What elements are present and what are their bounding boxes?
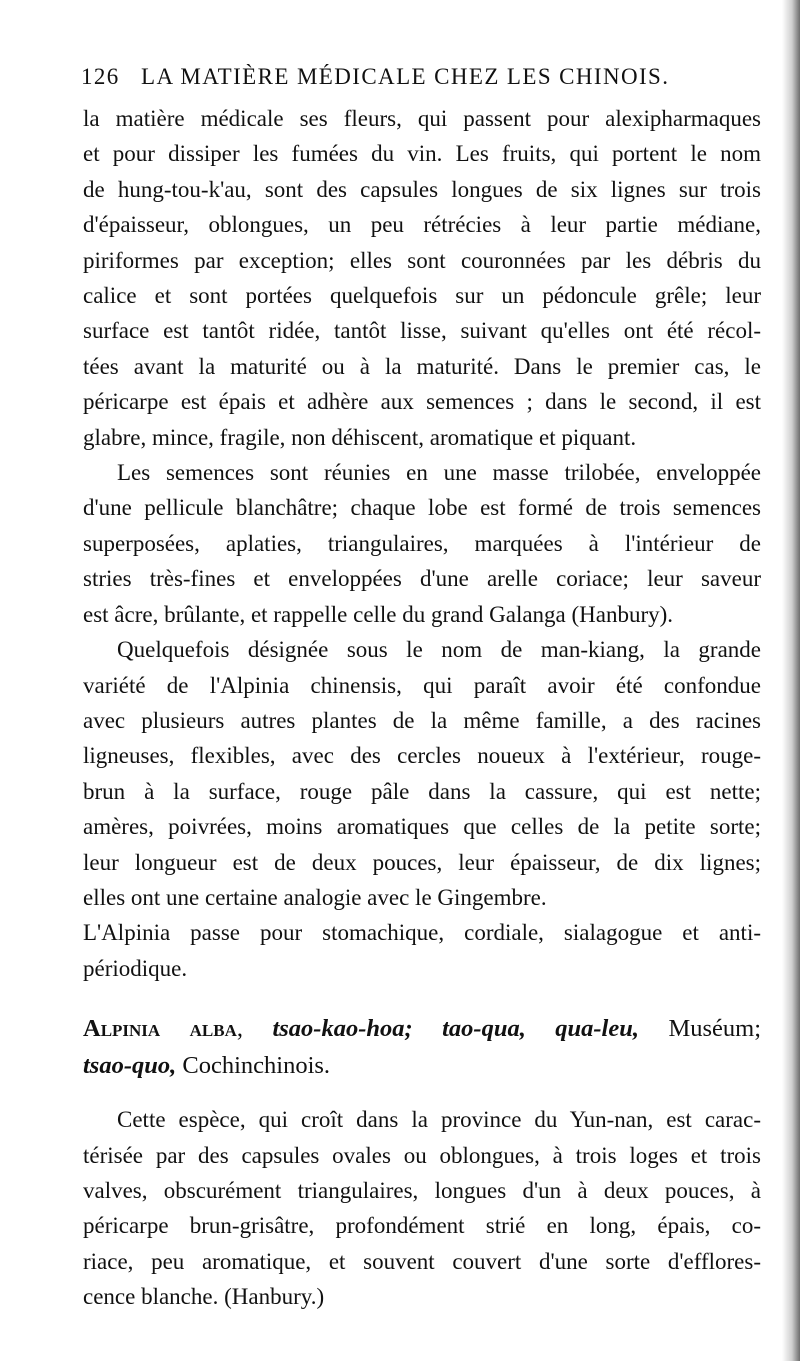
running-header — [83, 64, 761, 92]
text-line: d'une pellicule blanchâtre; chaque lobe est formé de trois semences — [83, 495, 761, 521]
paragraph-2 — [83, 455, 761, 632]
text-line: cence blanche. (Hanbury.) — [83, 1284, 325, 1310]
paragraph-4 — [83, 915, 761, 986]
text-line: périodique. — [83, 955, 188, 981]
text-line: avec plusieurs autres plantes de la même famille, a des racines — [83, 707, 761, 733]
paragraph-5 — [83, 1102, 761, 1314]
entry-heading-line — [83, 1047, 761, 1084]
text-line: péricarpe brun-grisâtre, profondément strié en long, épais, co- — [83, 1213, 761, 1239]
text-line: Cette espèce, qui croît dans la province du Yun-nan, est carac- — [117, 1107, 761, 1133]
text-line: glabre, mince, fragile, non déhiscent, aromatique et piquant. — [83, 424, 637, 450]
text-line: piriformes par exception; elles sont couronnées par les débris du — [83, 247, 761, 273]
name-source: Cochinchinois. — [182, 1052, 331, 1080]
paragraph-3 — [83, 632, 761, 915]
text-line: variété de l'Alpinia chinensis, qui paraît avoir été confondue — [83, 672, 761, 698]
text-line: d'épaisseur, oblongues, un peu rétrécies à leur partie médiane, — [83, 212, 761, 238]
entry-heading — [83, 1010, 761, 1084]
text-line: et pour dissiper les fumées du vin. Les fruits, qui portent le nom — [83, 141, 761, 167]
genus-name: Alpinia — [83, 1015, 161, 1043]
text-line: superposées, aplaties, triangulaires, marquées à l'intérieur de — [83, 530, 761, 556]
vernacular-names: tsao-kao-hoa; tao-qua, qua-leu, — [272, 1015, 639, 1043]
page-number: 126 — [81, 64, 120, 89]
text-line: péricarpe est épais et adhère aux semences ; dans le second, il est — [83, 389, 761, 415]
text-line: elles ont une certaine analogie avec le Gingembre. — [83, 884, 547, 910]
name-source: Muséum; — [668, 1015, 762, 1043]
paragraph-1 — [83, 101, 761, 455]
vernacular-names: tsao-quo, — [83, 1052, 177, 1080]
text-line: ligneuses, flexibles, avec des cercles noueux à l'extérieur, rouge- — [83, 743, 761, 769]
text-line: brun à la surface, rouge pâle dans la cassure, qui est nette; — [83, 778, 761, 804]
text-line: térisée par des capsules ovales ou oblongues, à trois loges et trois — [83, 1142, 761, 1168]
entry-heading-line: Alpinia alba, tsao-kao-hoa; tao-qua, qua-leu, Muséum; — [83, 1015, 762, 1043]
text-line: tées avant la maturité ou à la maturité. Dans le premier cas, le — [83, 353, 761, 379]
running-title: LA MATIÈRE MÉDICALE CHEZ LES CHINOIS. — [141, 64, 670, 89]
page-edge-shadow — [782, 0, 800, 1361]
text-line: amères, poivrées, moins aromatiques que celles de la petite sorte; — [83, 814, 761, 840]
text-line: surface est tantôt ridée, tantôt lisse, suivant qu'elles ont été récol- — [83, 318, 761, 344]
text-line: de hung-tou-k'au, sont des capsules longues de six lignes sur trois — [83, 176, 761, 202]
text-line: Les semences sont réunies en une masse trilobée, enveloppée — [117, 460, 761, 486]
text-line: calice et sont portées quelquefois sur un pédoncule grêle; leur — [83, 283, 761, 309]
book-page — [83, 64, 761, 1315]
text-line: la matière médicale ses fleurs, qui passent pour alexipharmaques — [83, 106, 761, 131]
species-name: alba — [189, 1015, 237, 1043]
text-line: valves, obscurément triangulaires, longues d'un à deux pouces, à — [83, 1177, 761, 1203]
text-line: riace, peu aromatique, et souvent couvert d'une sorte d'efflores- — [83, 1248, 761, 1274]
text-line: Quelquefois désignée sous le nom de man-kiang, la grande — [117, 637, 761, 663]
text-line: est âcre, brûlante, et rappelle celle du grand Galanga (Hanbury). — [83, 601, 674, 627]
text-line: leur longueur est de deux pouces, leur épaisseur, de dix lignes; — [83, 849, 761, 875]
text-line: L'Alpinia passe pour stomachique, cordiale, sialagogue et anti- — [83, 920, 761, 946]
text-line: stries très-fines et enveloppées d'une arelle coriace; leur saveur — [83, 566, 761, 592]
